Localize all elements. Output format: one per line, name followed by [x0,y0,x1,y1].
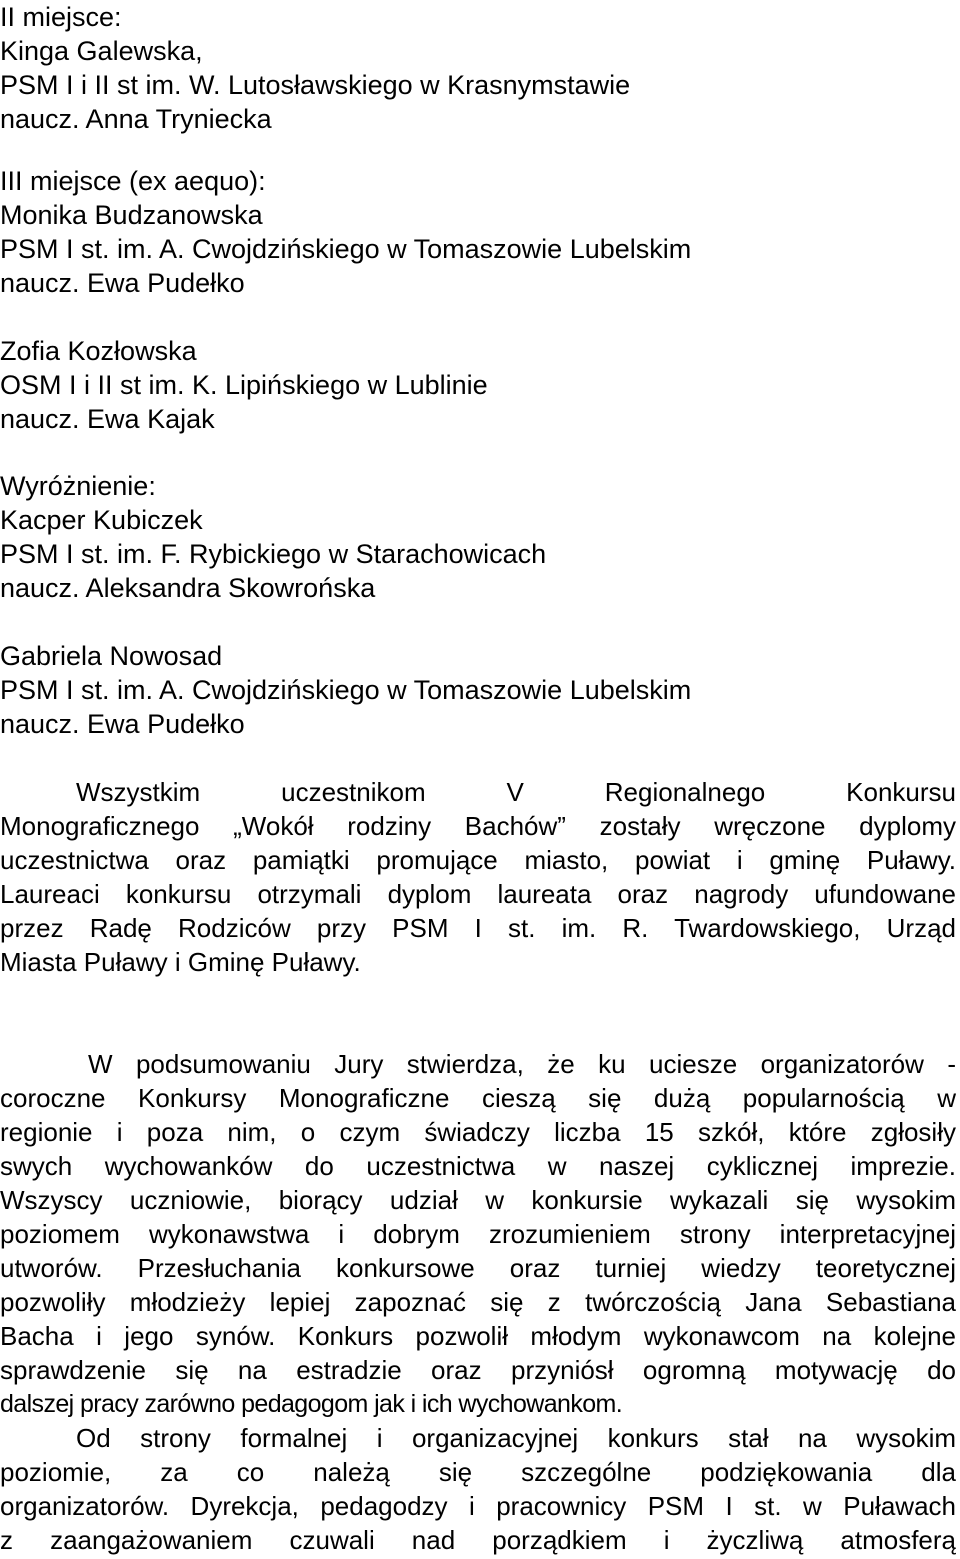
results-list [0,639,956,741]
laureate-teacher: naucz. Ewa Kajak [0,404,215,434]
laureate-school: OSM I i II st im. K. Lipińskiego w Lublinie [0,370,488,400]
laureate-teacher: naucz. Ewa Pudełko [0,268,245,298]
paragraph-line: dalszej pracy zarówno pedagogom jak i ich wychowankom. [0,1390,623,1418]
paragraph-line: coroczne Konkursy Monograficzne cieszą się dużą popularnością w [0,1083,956,1113]
laureate-name: Kacper Kubiczek [0,505,203,535]
paragraph-line: Bacha i jego synów. Konkurs pozwolił młodym wykonawcom na kolejne [0,1321,956,1351]
paragraph-line: utworów. Przesłuchania konkursowe oraz turniej wiedzy teoretycznej [0,1253,956,1283]
paragraph-line: poziomem wykonawstwa i dobrym zrozumieniem strony interpretacyjnej [0,1219,956,1249]
laureate-school: PSM I i II st im. W. Lutosławskiego w Krasnymstawie [0,70,631,100]
paragraph-line: przez Radę Rodziców przy PSM I st. im. R. Twardowskiego, Urząd [0,913,956,943]
laureate-name: Zofia Kozłowska [0,336,197,366]
paragraph-line: Wszystkim uczestnikom V Regionalnego Konkursu [76,777,956,807]
results-list [0,164,956,300]
laureate-name: Kinga Galewska, [0,36,203,66]
laureate-name: Monika Budzanowska [0,200,263,230]
paragraph-line: regionie i poza nim, o czym świadczy liczba 15 szkół, które zgłosiły [0,1117,956,1147]
paragraph-summary [0,1047,956,1421]
results-list [0,0,956,136]
paragraph-line: Laureaci konkursu otrzymali dyplom laureata oraz nagrody ufundowane [0,879,956,909]
paragraph-line: sprawdzenie się na estradzie oraz przyniósł ogromną motywację do [0,1355,956,1385]
paragraph-line: Od strony formalnej i organizacyjnej konkurs stał na wysokim [76,1423,956,1453]
paragraph-organization [0,1421,956,1557]
laureate-school: PSM I st. im. A. Cwojdzińskiego w Tomaszowie Lubelskim [0,675,692,705]
paragraph-line: poziomie, za co należą się szczególne podziękowania dla [0,1457,956,1487]
results-list [0,469,956,605]
paragraph-line: pozwoliły młodzieży lepiej zapoznać się z twórczością Jana Sebastiana [0,1287,956,1317]
paragraph-line: Wszyscy uczniowie, biorący udział w konkursie wykazali się wysokim [0,1185,956,1215]
award-heading: Wyróżnienie: [0,471,156,501]
laureate-teacher: naucz. Aleksandra Skowrońska [0,573,376,603]
paragraph-line: z zaangażowaniem czuwali nad porządkiem i życzliwą atmosferą [0,1525,956,1555]
laureate-name: Gabriela Nowosad [0,641,223,671]
paragraph-line: swych wychowanków do uczestnictwa w naszej cyklicznej imprezie. [0,1151,956,1181]
award-heading: III miejsce (ex aequo): [0,166,266,196]
paragraph-line: uczestnictwa oraz pamiątki promujące miasto, powiat i gminę Puławy. [0,845,956,875]
laureate-teacher: naucz. Anna Tryniecka [0,104,272,134]
results-list [0,334,956,436]
paragraph-line: organizatorów. Dyrekcja, pedagodzy i pracownicy PSM I st. w Puławach [0,1491,956,1521]
laureate-school: PSM I st. im. A. Cwojdzińskiego w Tomaszowie Lubelskim [0,234,692,264]
paragraph-line: W podsumowaniu Jury stwierdza, że ku uciesze organizatorów - [88,1049,956,1079]
paragraph-diplomas [0,775,956,979]
laureate-teacher: naucz. Ewa Pudełko [0,709,245,739]
award-heading: II miejsce: [0,2,122,32]
paragraph-line: Monograficznego „Wokół rodziny Bachów” zostały wręczone dyplomy [0,811,956,841]
laureate-school: PSM I st. im. F. Rybickiego w Starachowicach [0,539,547,569]
paragraph-line: Miasta Puławy i Gminę Puławy. [0,947,361,977]
